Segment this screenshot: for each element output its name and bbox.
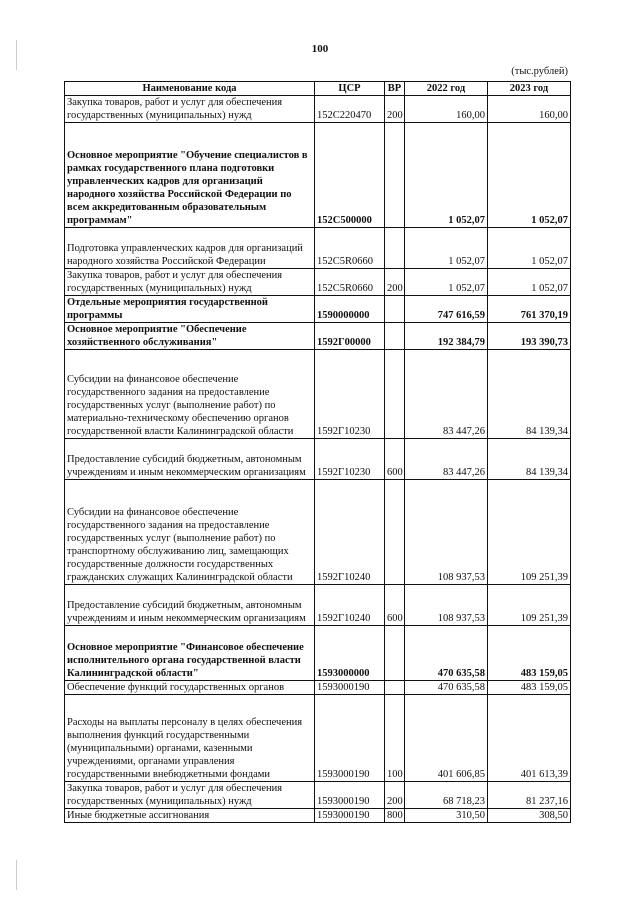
- row-csr: 1593000190: [315, 782, 385, 809]
- table-header-row: [65, 82, 571, 96]
- table-row: [65, 323, 571, 350]
- row-2022: 470 635,58: [405, 681, 488, 695]
- table-row: [65, 228, 571, 269]
- row-name: Основное мероприятие "Финансовое обеспечение исполнительного органа государственной власти Калининградской области": [65, 626, 315, 681]
- table-row: [65, 96, 571, 123]
- table-row: [65, 695, 571, 782]
- row-2022: 83 447,26: [405, 439, 488, 480]
- header-2023: 2023 год: [488, 82, 571, 96]
- row-csr: 1592Г10240: [315, 480, 385, 585]
- table-row: [65, 350, 571, 439]
- table-row: [65, 269, 571, 296]
- row-vr: 200: [385, 782, 405, 809]
- row-csr: 1590000000: [315, 296, 385, 323]
- row-2022: 108 937,53: [405, 480, 488, 585]
- row-2023: 160,00: [488, 96, 571, 123]
- row-2022: 1 052,07: [405, 269, 488, 296]
- row-vr: 600: [385, 439, 405, 480]
- row-2023: 84 139,34: [488, 350, 571, 439]
- row-vr: 200: [385, 269, 405, 296]
- row-2023: 193 390,73: [488, 323, 571, 350]
- row-2022: 68 718,23: [405, 782, 488, 809]
- row-name: Субсидии на финансовое обеспечение государственного задания на предоставление государственных услуг (выполнение работ) по материально-техническому обеспечению органов государственной власти Калининградской области: [65, 350, 315, 439]
- row-name: Обеспечение функций государственных органов: [65, 681, 315, 695]
- row-2023: 81 237,16: [488, 782, 571, 809]
- table-row: [65, 296, 571, 323]
- row-2022: 160,00: [405, 96, 488, 123]
- table-row: [65, 439, 571, 480]
- row-csr: 1592Г00000: [315, 323, 385, 350]
- row-name: Предоставление субсидий бюджетным, автономным учреждениям и иным некоммерческим организациям: [65, 439, 315, 480]
- row-2023: 308,50: [488, 809, 571, 823]
- table-row: [65, 626, 571, 681]
- row-2023: 109 251,39: [488, 480, 571, 585]
- row-2022: 1 052,07: [405, 228, 488, 269]
- row-vr: [385, 123, 405, 228]
- row-2023: 401 613,39: [488, 695, 571, 782]
- row-2023: 1 052,07: [488, 123, 571, 228]
- row-2022: 310,50: [405, 809, 488, 823]
- row-vr: [385, 228, 405, 269]
- row-vr: [385, 480, 405, 585]
- row-name: Иные бюджетные ассигнования: [65, 809, 315, 823]
- row-csr: 152С500000: [315, 123, 385, 228]
- row-vr: [385, 350, 405, 439]
- header-csr: ЦСР: [315, 82, 385, 96]
- row-csr: 1593000000: [315, 626, 385, 681]
- row-2022: 192 384,79: [405, 323, 488, 350]
- row-name: Подготовка управленческих кадров для организаций народного хозяйства Российской Федерации: [65, 228, 315, 269]
- row-2022: 747 616,59: [405, 296, 488, 323]
- table-row: [65, 585, 571, 626]
- row-name: Закупка товаров, работ и услуг для обеспечения государственных (муниципальных) нужд: [65, 269, 315, 296]
- row-csr: 1592Г10230: [315, 439, 385, 480]
- row-2023: 483 159,05: [488, 681, 571, 695]
- budget-table: [64, 81, 571, 823]
- row-csr: 152С220470: [315, 96, 385, 123]
- row-2022: 1 052,07: [405, 123, 488, 228]
- row-vr: 200: [385, 96, 405, 123]
- row-csr: 1593000190: [315, 695, 385, 782]
- table-row: [65, 809, 571, 823]
- row-2022: 83 447,26: [405, 350, 488, 439]
- row-name: Основное мероприятие "Обеспечение хозяйственного обслуживания": [65, 323, 315, 350]
- units-label: (тыс.рублей): [511, 66, 568, 77]
- row-2022: 470 635,58: [405, 626, 488, 681]
- row-csr: 152С5R0660: [315, 228, 385, 269]
- table-row: [65, 123, 571, 228]
- row-2023: 109 251,39: [488, 585, 571, 626]
- row-vr: [385, 626, 405, 681]
- row-name: Основное мероприятие "Обучение специалистов в рамках государственного плана подготовки управленческих кадров для организаций народного хозяйства Российской Федерации по всем аккредитованным образовательным программам": [65, 123, 315, 228]
- row-vr: [385, 296, 405, 323]
- row-2023: 761 370,19: [488, 296, 571, 323]
- header-2022: 2022 год: [405, 82, 488, 96]
- row-vr: 100: [385, 695, 405, 782]
- row-csr: 1592Г10230: [315, 350, 385, 439]
- row-2023: 1 052,07: [488, 228, 571, 269]
- row-name: Закупка товаров, работ и услуг для обеспечения государственных (муниципальных) нужд: [65, 96, 315, 123]
- row-2022: 401 606,85: [405, 695, 488, 782]
- row-csr: 1592Г10240: [315, 585, 385, 626]
- table-row: [65, 681, 571, 695]
- row-2022: 108 937,53: [405, 585, 488, 626]
- row-2023: 483 159,05: [488, 626, 571, 681]
- row-name: Закупка товаров, работ и услуг для обеспечения государственных (муниципальных) нужд: [65, 782, 315, 809]
- header-vr: ВР: [385, 82, 405, 96]
- page-number: 100: [311, 43, 329, 55]
- row-name: Отдельные мероприятия государственной программы: [65, 296, 315, 323]
- row-name: Субсидии на финансовое обеспечение государственного задания на предоставление государственных услуг (выполнение работ) по транспортному обслуживанию лиц, замещающих государственные должности государственных гражданских служащих Калининградской области: [65, 480, 315, 585]
- scan-edge-mark: [16, 860, 17, 890]
- table-row: [65, 782, 571, 809]
- header-name: Наименование кода: [65, 82, 315, 96]
- row-vr: 800: [385, 809, 405, 823]
- row-2023: 1 052,07: [488, 269, 571, 296]
- row-name: Расходы на выплаты персоналу в целях обеспечения выполнения функций государственными (муниципальными) органами, казенными учреждениями, органами управления государственными внебюджетными фондами: [65, 695, 315, 782]
- row-csr: 152С5R0660: [315, 269, 385, 296]
- row-csr: 1593000190: [315, 681, 385, 695]
- row-2023: 84 139,34: [488, 439, 571, 480]
- row-vr: 600: [385, 585, 405, 626]
- row-name: Предоставление субсидий бюджетным, автономным учреждениям и иным некоммерческим организациям: [65, 585, 315, 626]
- table-row: [65, 480, 571, 585]
- row-vr: [385, 681, 405, 695]
- row-csr: 1593000190: [315, 809, 385, 823]
- row-vr: [385, 323, 405, 350]
